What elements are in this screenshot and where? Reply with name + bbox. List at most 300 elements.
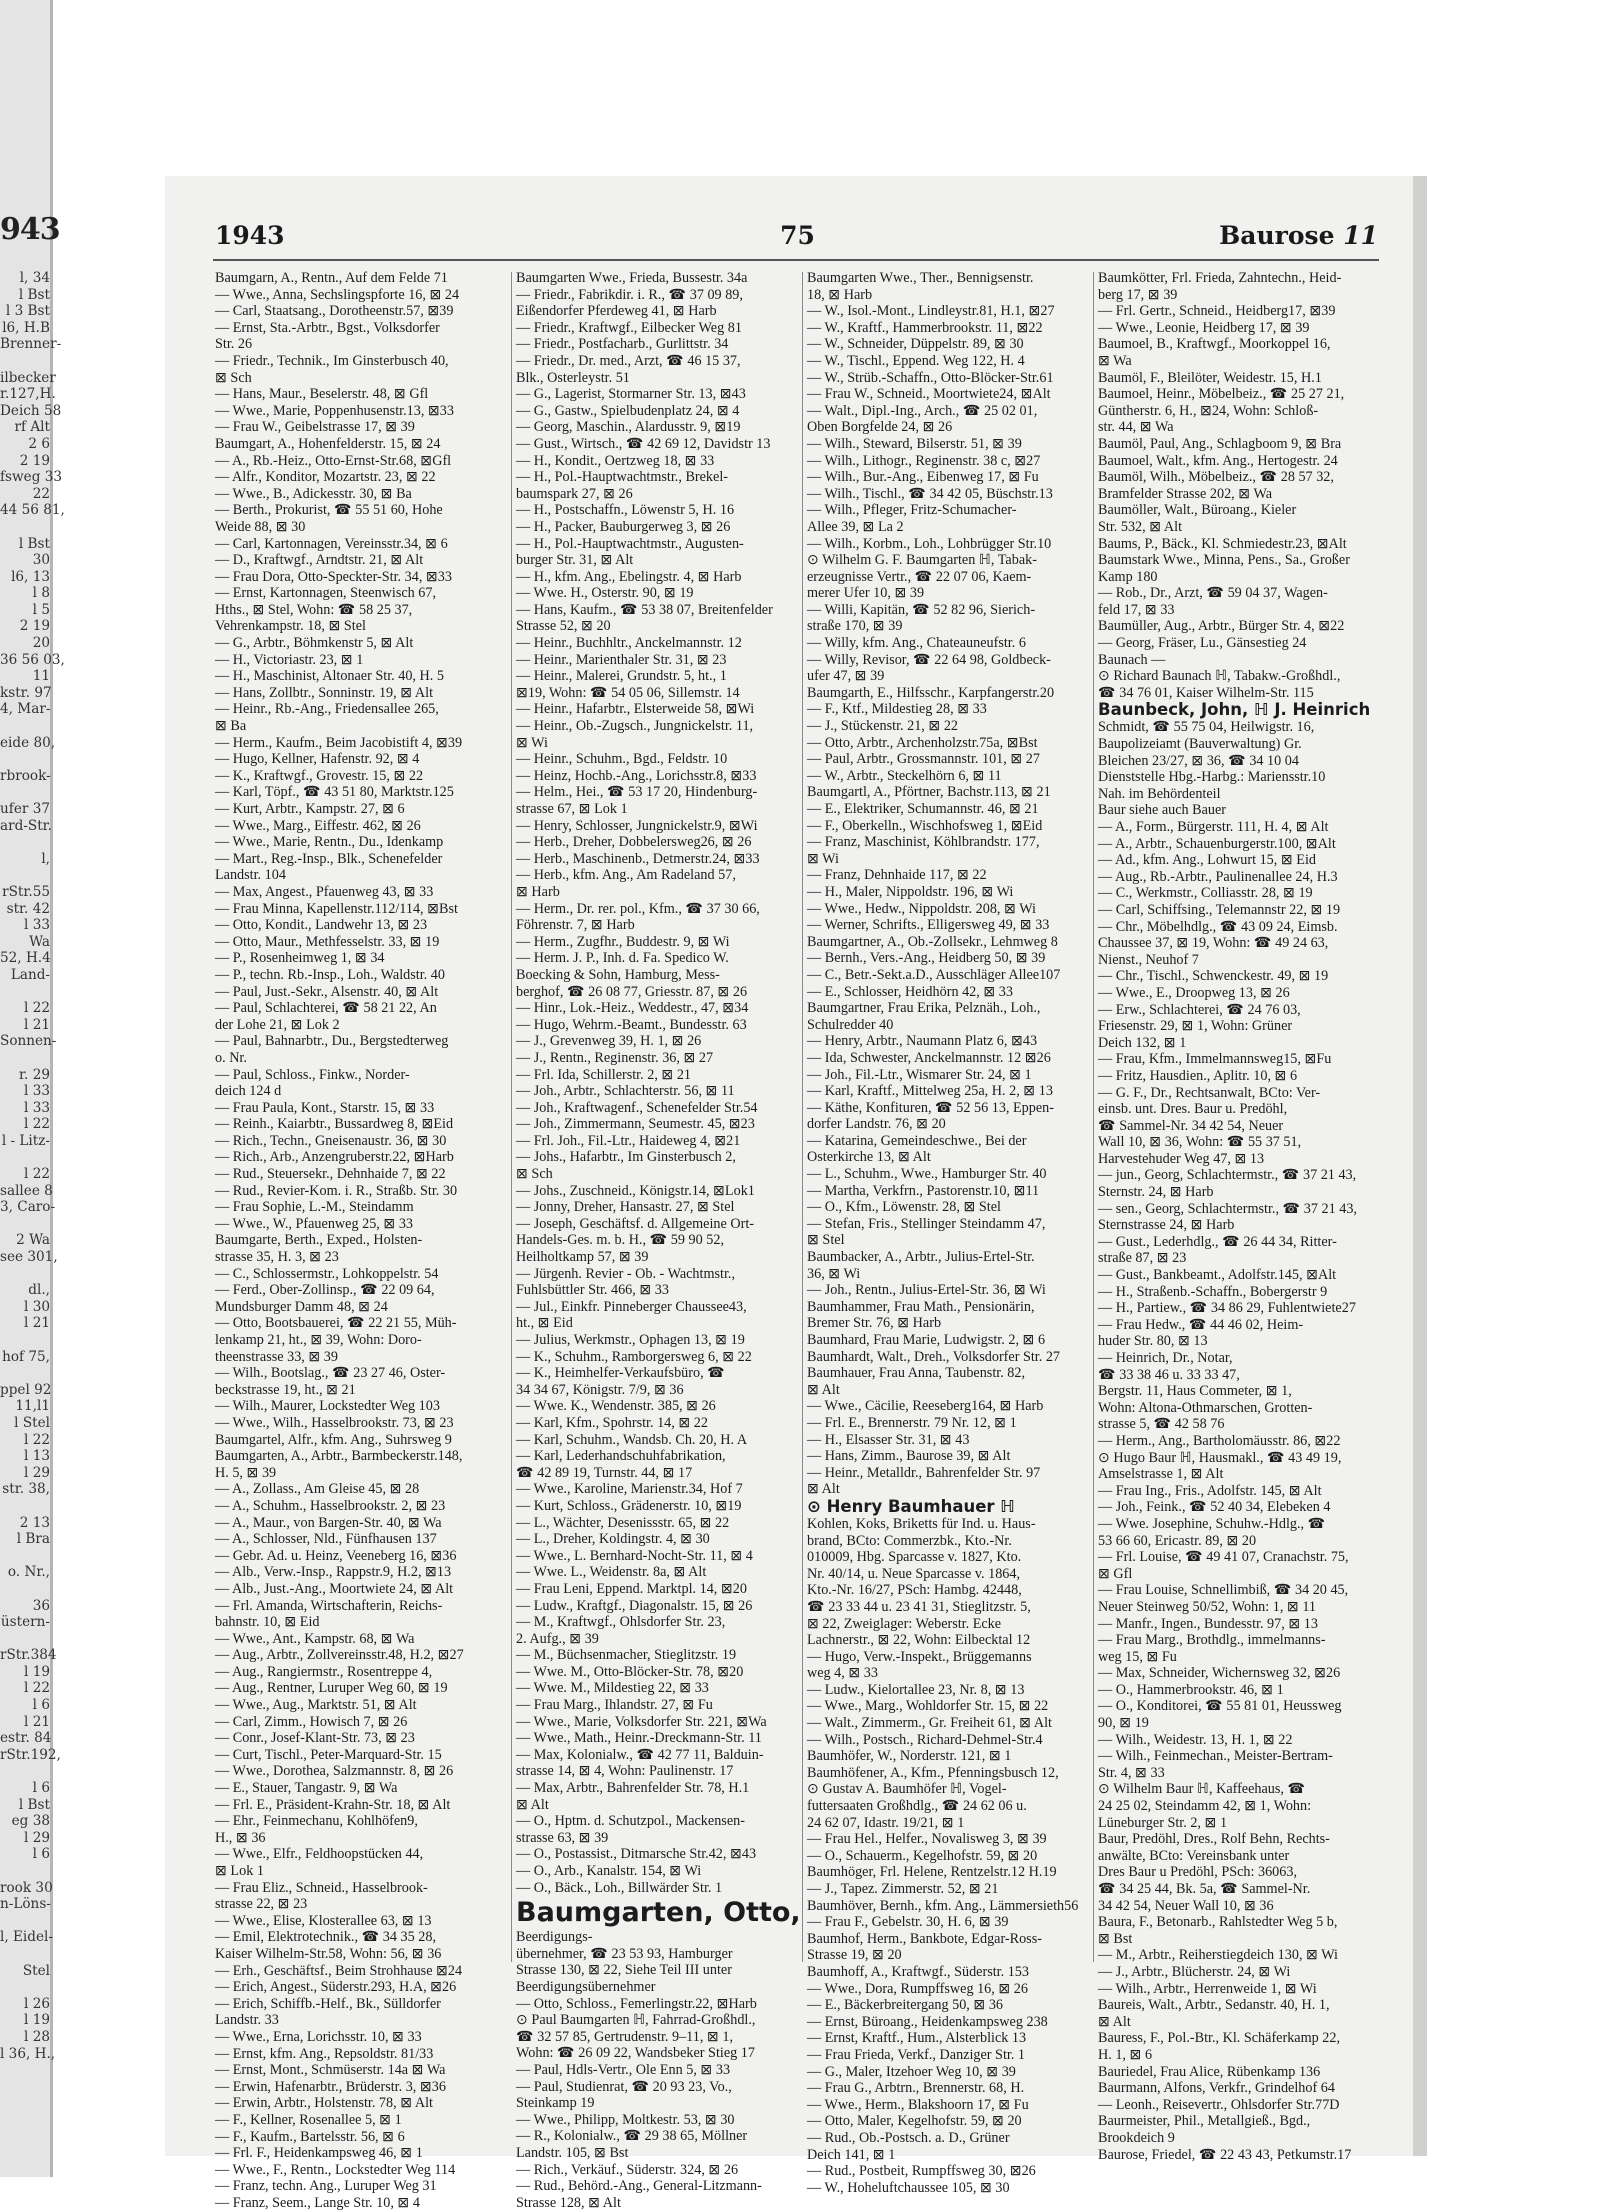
directory-entry-line: — J., Grevenweg 39, H. 1, ⊠ 26 xyxy=(516,1033,702,1050)
directory-entry-line: Schulredder 40 xyxy=(807,1016,894,1033)
directory-entry-line: — O., Hptm. d. Schutzpol., Mackensen- xyxy=(516,1813,745,1830)
directory-entry-line: — Rud., Postbeit, Rumpffsweg 30, ⊠26 xyxy=(807,2163,1036,2180)
directory-entry-line: — Friedr., Postfacharb., Gurlittstr. 34 xyxy=(516,336,729,353)
directory-entry-line: — Emil, Elektrotechnik., ☎ 34 35 28, xyxy=(215,1929,436,1946)
adjacent-page-line: l Stel xyxy=(14,1414,50,1431)
adjacent-page-line: 11,l1 xyxy=(15,1398,50,1415)
directory-entry-line: Baums, P., Bäck., Kl. Schmiedestr.23, ⊠Alt xyxy=(1098,535,1347,552)
adjacent-page-line xyxy=(0,1365,50,1382)
adjacent-page-line: 30 xyxy=(32,552,50,569)
directory-entry-line: anwälte, BCto: Vereinsbank unter xyxy=(1098,1847,1290,1864)
directory-entry-line: — Wwe., Elise, Klosterallee 63, ⊠ 13 xyxy=(215,1912,432,1929)
directory-entry-line: Neuer Steinweg 50/52, Wohn: 1, ⊠ 11 xyxy=(1098,1598,1317,1615)
adjacent-page-line: l Bst xyxy=(18,286,50,303)
directory-entry-line: — Wwe. K., Wendenstr. 385, ⊠ 26 xyxy=(516,1398,716,1415)
directory-entry-line: — Wwe., Ant., Kampstr. 68, ⊠ Wa xyxy=(215,1630,415,1647)
directory-entry-line: — Aug., Rb.-Arbtr., Paulinenallee 24, H.3 xyxy=(1098,868,1338,885)
directory-entry-line: — Herb., kfm. Ang., Am Radeland 57, xyxy=(516,867,736,884)
directory-entry-line: — K., Kraftwgf., Grovestr. 15, ⊠ 22 xyxy=(215,767,424,784)
directory-entry-line: Kamp 180 xyxy=(1098,568,1158,585)
directory-entry-line: — A., Schuhm., Hasselbrookstr. 2, ⊠ 23 xyxy=(215,1497,446,1514)
directory-entry-line: — O., Postassist., Ditmarsche Str.42, ⊠43 xyxy=(516,1846,757,1863)
adjacent-page-line: l 13 xyxy=(24,1448,50,1465)
directory-entry-line: — Joh., Feink., ☎ 52 40 34, Elebeken 4 xyxy=(1098,1499,1331,1516)
adjacent-page-line: l 36, H., xyxy=(0,2045,56,2062)
directory-entry-line: ⊠ Harb xyxy=(516,883,560,900)
directory-entry-line: str. 44, ⊠ Wa xyxy=(1098,419,1174,436)
directory-entry-line: — Wilh., Bootslag., ☎ 23 27 46, Oster- xyxy=(215,1365,446,1382)
directory-entry-line: 18, ⊠ Harb xyxy=(807,286,873,303)
directory-entry-line: o. Nr. xyxy=(215,1049,247,1066)
directory-entry-line: Baumhardt, Walt., Dreh., Volksdorfer Str. 27 xyxy=(807,1348,1061,1365)
directory-entry-line: — G., Maler, Itzehoer Weg 10, ⊠ 39 xyxy=(807,2063,1016,2080)
directory-entry-line: Lüneburger Str. 2, ⊠ 1 xyxy=(1098,1814,1228,1831)
adjacent-page-line: l 26 xyxy=(24,1995,50,2012)
directory-entry-line: Baumgartner, Frau Erika, Pelznäh., Loh., xyxy=(807,1000,1041,1017)
directory-entry-line: strasse 22, ⊠ 23 xyxy=(215,1896,308,1913)
directory-entry-line: — Henry, Schlosser, Jungnickelstr.9, ⊠Wi xyxy=(516,817,758,834)
adjacent-page-line: l 22 xyxy=(24,1680,50,1697)
directory-entry-line: Lachnerstr., ⊠ 22, Wohn: Eilbecktal 12 xyxy=(807,1632,1031,1649)
directory-entry-line: ☎ Sammel-Nr. 34 42 54, Neuer xyxy=(1098,1117,1284,1134)
directory-entry-line: Baumgarte, Berth., Exped., Holsten- xyxy=(215,1232,423,1249)
directory-entry-line: Strasse 52, ⊠ 20 xyxy=(516,618,611,635)
adjacent-page-line: fsweg 33 xyxy=(0,469,63,486)
directory-entry-line: ⊙ Richard Baunach ℍ, Tabakw.-Großhdl., xyxy=(1098,668,1341,685)
directory-entry-line: — D., Kraftwgf., Arndtstr. 21, ⊠ Alt xyxy=(215,552,424,569)
directory-entry-line: deich 124 d xyxy=(215,1083,282,1100)
directory-entry-line: — H., Packer, Bauburgerweg 3, ⊠ 26 xyxy=(516,518,731,535)
directory-entry-line: — Frl. Gertr., Schneid., Heidberg17, ⊠39 xyxy=(1098,303,1336,320)
directory-entry-line: — W., Isol.-Mont., Lindleystr.81, H.1, ⊠27 xyxy=(807,303,1055,320)
directory-entry-line: strasse 5, ☎ 42 58 76 xyxy=(1098,1416,1225,1433)
directory-entry-line: — Friedr., Technik., Im Ginsterbusch 40, xyxy=(215,352,449,369)
directory-entry-line: ☎ 33 38 46 u. 33 33 47, xyxy=(1098,1366,1240,1383)
directory-entry-line: Handels-Ges. m. b. H., ☎ 59 90 52, xyxy=(516,1232,724,1249)
directory-entry-line: Vehrenkampstr. 18, ⊠ Stel xyxy=(215,618,366,635)
directory-entry-line: — Frl. E., Präsident-Krahn-Str. 18, ⊠ Alt xyxy=(215,1796,451,1813)
adjacent-page-line xyxy=(0,834,50,851)
directory-entry-line: — Hugo, Verw.-Inspekt., Brüggemanns xyxy=(807,1648,1032,1665)
directory-entry-line: — Wwe., Aug., Marktstr. 51, ⊠ Alt xyxy=(215,1697,417,1714)
adjacent-page-line: l 21 xyxy=(24,1713,50,1730)
directory-entry-line: Dres Baur u Predöhl, PSch: 36063, xyxy=(1098,1864,1298,1881)
adjacent-page-line: l 33 xyxy=(24,917,50,934)
directory-entry-line: — Wwe., Leonie, Heidberg 17, ⊠ 39 xyxy=(1098,319,1310,336)
adjacent-page-line xyxy=(0,1050,50,1067)
directory-entry-line: — Frl. Louise, ☎ 49 41 07, Cranachstr. 75, xyxy=(1098,1549,1349,1566)
directory-entry-line: burger Str. 31, ⊠ Alt xyxy=(516,552,634,569)
directory-entry-line: — E., Elektriker, Schumannstr. 46, ⊠ 21 xyxy=(807,801,1039,817)
directory-entry-line: Friesenstr. 29, ⊠ 1, Wohn: Grüner xyxy=(1098,1018,1293,1035)
directory-entry-line: Sternstr. 24, ⊠ Harb xyxy=(1098,1184,1214,1201)
directory-entry-line: — Kurt, Arbtr., Kampstr. 27, ⊠ 6 xyxy=(215,801,405,817)
directory-entry-line: Allee 39, ⊠ La 2 xyxy=(807,518,904,535)
directory-entry-line: — Willy, Revisor, ☎ 22 64 98, Goldbeck- xyxy=(807,651,1051,668)
directory-entry-line: Amselstrasse 1, ⊠ Alt xyxy=(1098,1466,1224,1483)
adjacent-page-line: l 29 xyxy=(24,1829,50,1846)
directory-entry-line: — Ida, Schwester, Anckelmannstr. 12 ⊠26 xyxy=(807,1049,1051,1066)
directory-entry-line: — Heinr., Buchhltr., Anckelmannstr. 12 xyxy=(516,635,742,652)
directory-entry-line: 36, ⊠ Wi xyxy=(807,1265,861,1282)
directory-entry-line: — Max, Angest., Pfauenweg 43, ⊠ 33 xyxy=(215,883,434,900)
directory-entry-line: — Wilh., Arbtr., Herrenweide 1, ⊠ Wi xyxy=(1098,1980,1317,1997)
directory-entry-line: — Heinr., Marienthaler Str. 31, ⊠ 23 xyxy=(516,651,727,668)
header-rule xyxy=(213,259,1379,261)
directory-entry-line: — Gust., Lederhdlg., ☎ 26 44 34, Ritter- xyxy=(1098,1233,1337,1250)
adjacent-page-line: r. 29 xyxy=(19,1066,50,1083)
directory-entry-line: — P., techn. Rb.-Insp., Loh., Waldstr. 40 xyxy=(215,966,445,983)
directory-entry-line: — W., Kraftf., Hammerbrookstr. 11, ⊠22 xyxy=(807,319,1043,336)
directory-entry-line: ht., ⊠ Eid xyxy=(516,1315,573,1332)
directory-entry-line: — Otto, Maur., Methfesselstr. 33, ⊠ 19 xyxy=(215,933,440,950)
directory-entry-line: — Wwe. M., Otto-Blöcker-Str. 78, ⊠20 xyxy=(516,1663,744,1680)
directory-entry-line: Baumoel, Heinr., Möbelbeiz., ☎ 25 27 21, xyxy=(1098,386,1345,403)
page-header xyxy=(213,221,1382,255)
directory-entry-line: Baumgarten Wwe., Ther., Bennigsenstr. xyxy=(807,270,1034,286)
directory-entry-line: — Rud., Revier-Kom. i. R., Straßb. Str. 30 xyxy=(215,1182,458,1199)
adjacent-page-line: l 28 xyxy=(24,2028,50,2045)
directory-entry-line: — C., Schlossermstr., Lohkoppelstr. 54 xyxy=(215,1265,439,1282)
directory-entry-line: Landstr. 105, ⊠ Bst xyxy=(516,2144,629,2161)
directory-entry-line: — Wwe., L. Bernhard-Nocht-Str. 11, ⊠ 4 xyxy=(516,1547,753,1564)
adjacent-page-line: rStr.384 xyxy=(0,1647,57,1664)
directory-entry-line: ☎ 32 57 85, Gertrudenstr. 9–11, ⊠ 1, xyxy=(516,2028,733,2045)
directory-entry-line: — Paul, Schlachterei, ☎ 58 21 22, An xyxy=(215,1000,437,1017)
directory-entry-line: Baurmeister, Phil., Metallgieß., Bgd., xyxy=(1098,2113,1311,2130)
directory-entry-line: Nah. im Behördenteil xyxy=(1098,785,1221,802)
directory-entry-line: — Erw., Schlachterei, ☎ 24 76 03, xyxy=(1098,1001,1301,1018)
directory-entry-line: — C., Werkmstr., Colliasstr. 28, ⊠ 19 xyxy=(1098,885,1313,902)
directory-entry-line: — J., Stückenstr. 21, ⊠ 22 xyxy=(807,718,959,735)
directory-entry-line: — Otto, Maler, Kegelhofstr. 59, ⊠ 20 xyxy=(807,2113,1022,2130)
directory-entry-line: — Heinr., Schuhm., Bgd., Feldstr. 10 xyxy=(516,751,728,768)
directory-entry-line: Blk., Osterleystr. 51 xyxy=(516,369,630,386)
directory-entry-line: Fuhlsbüttler Str. 466, ⊠ 33 xyxy=(516,1282,669,1299)
directory-entry-line: — Frau Frieda, Verkf., Danziger Str. 1 xyxy=(807,2046,1026,2063)
directory-entry-line: Str. 4, ⊠ 33 xyxy=(1098,1764,1165,1781)
directory-entry-line: — Frl. Amanda, Wirtschafterin, Reichs- xyxy=(215,1597,443,1614)
adjacent-page-line: 2 19 xyxy=(19,452,50,469)
directory-entry-line: — Max, Kolonialw., ☎ 42 77 11, Balduin- xyxy=(516,1746,764,1763)
directory-entry-line: — Wwe., Marie, Rentn., Du., Idenkamp xyxy=(215,834,444,851)
directory-entry-line: — Erich, Schiffb.-Helf., Bk., Sülldorfer xyxy=(215,1995,441,2012)
directory-entry-line: — Wilh., Maurer, Lockstedter Weg 103 xyxy=(215,1398,440,1415)
directory-entry-line: ⊠ Sch xyxy=(516,1166,553,1183)
directory-entry-line: Baumöl, Wilh., Möbelbeiz., ☎ 28 57 32, xyxy=(1098,469,1334,486)
adjacent-page-line xyxy=(0,1763,50,1780)
directory-entry-line: — C., Betr.-Sekt.a.D., Ausschläger Allee107 xyxy=(807,966,1061,983)
directory-entry-line: — Wwe., Marie, Poppenhusenstr.13, ⊠33 xyxy=(215,402,454,419)
directory-entry-line: futtersaaten Großhdlg., ☎ 24 62 06 u. xyxy=(807,1798,1027,1815)
directory-entry-line: — Wwe. M., Mildestieg 22, ⊠ 33 xyxy=(516,1680,709,1697)
adjacent-page-line: ufer 37 xyxy=(0,801,50,817)
directory-entry-line: — Hans, Zollbtr., Sonninstr. 19, ⊠ Alt xyxy=(215,684,434,701)
directory-entry-line: — O., Hammerbrookstr. 46, ⊠ 1 xyxy=(1098,1681,1284,1698)
directory-entry-line: — Kurt, Schloss., Grädenerstr. 10, ⊠19 xyxy=(516,1497,742,1514)
directory-entry-line: — sen., Georg, Schlachtermstr., ☎ 37 21 43, xyxy=(1098,1200,1357,1217)
directory-entry-line: — K., Schuhm., Ramborgersweg 6, ⊠ 22 xyxy=(516,1348,752,1365)
directory-entry-line: — Frau Sophie, L.-M., Steindamm xyxy=(215,1199,414,1216)
directory-entry-line: — Frau Marg., Brothdlg., immelmanns- xyxy=(1098,1632,1326,1649)
directory-entry-line: — Mart., Reg.-Insp., Blk., Schenefelder xyxy=(215,850,443,867)
directory-entry-line: — Otto, Bootsbauerei, ☎ 22 21 55, Müh- xyxy=(215,1315,457,1332)
directory-entry-line: — Wwe., Hedw., Nippoldstr. 208, ⊠ Wi xyxy=(807,900,1036,917)
directory-entry-line: Baumhöfener, A., Kfm., Pfenningsbusch 12, xyxy=(807,1764,1059,1781)
directory-entry-line: — Ernst, Mont., Schmüserstr. 14a ⊠ Wa xyxy=(215,2062,446,2079)
directory-entry-line: — Hans, Zimm., Baurose 39, ⊠ Alt xyxy=(807,1448,1011,1465)
directory-entry-line: — Rud., Ob.-Postsch. a. D., Grüner xyxy=(807,2129,1010,2146)
directory-entry-line: — Ernst, kfm. Ang., Repsoldstr. 81/33 xyxy=(215,2045,434,2062)
directory-entry-line: Beerdigungs- xyxy=(516,1929,593,1946)
adjacent-page-line xyxy=(0,1863,50,1880)
running-head-suffix: 11 xyxy=(1343,221,1378,250)
directory-entry-line: — Wilh., Weidestr. 13, H. 1, ⊠ 22 xyxy=(1098,1731,1293,1748)
directory-entry-line: — H., kfm. Ang., Ebelingstr. 4, ⊠ Harb xyxy=(516,568,742,585)
directory-entry-line: einsb. unt. Dres. Baur u. Predöhl, xyxy=(1098,1101,1288,1118)
directory-entry-line: — Hugo, Wehrm.-Beamt., Bundesstr. 63 xyxy=(516,1016,747,1033)
directory-entry-line: Baumgartl, A., Pförtner, Bachstr.113, ⊠ 21 xyxy=(807,784,1051,801)
directory-entry-line: — Wilh., Lithogr., Reginenstr. 38 c, ⊠27 xyxy=(807,452,1041,469)
directory-entry-line: — Werner, Schrifts., Elligersweg 49, ⊠ 33 xyxy=(807,917,1050,934)
directory-entry-line: — Wwe., Anna, Sechslingspforte 16, ⊠ 24 xyxy=(215,286,460,303)
directory-entry-line: — Heinr., Rb.-Ang., Friedensallee 265, xyxy=(215,701,439,718)
directory-entry-line: — Wwe. H., Osterstr. 90, ⊠ 19 xyxy=(516,585,694,602)
directory-entry-line: Nienst., Neuhof 7 xyxy=(1098,951,1199,968)
directory-entry-line: — Carl, Schiffsing., Telemannstr 22, ⊠ 19 xyxy=(1098,901,1341,918)
adjacent-page-line: Land- xyxy=(10,966,50,983)
directory-entry-line: ⊠ Bst xyxy=(1098,1930,1133,1947)
directory-entry-line: — Frau W., Geibelstrasse 17, ⊠ 39 xyxy=(215,419,415,436)
directory-entry-line: Baurmann, Alfons, Verkfr., Grindelhof 64 xyxy=(1098,2080,1335,2097)
adjacent-page-line: l 3 Bst xyxy=(5,303,50,320)
directory-entry-line: Bauriedel, Frau Alice, Rübenkamp 136 xyxy=(1098,2063,1321,2080)
directory-entry-line: — Walt., Zimmerm., Gr. Freiheit 61, ⊠ Alt xyxy=(807,1715,1052,1732)
directory-entry-line: — Franz, techn. Ang., Luruper Weg 31 xyxy=(215,2178,437,2195)
directory-entry-line: lenkamp 21, ht., ⊠ 39, Wohn: Doro- xyxy=(215,1332,422,1348)
adjacent-page-line: l, 34 xyxy=(19,270,50,286)
directory-entry-line: — Franz, Dehnhaide 117, ⊠ 22 xyxy=(807,867,987,884)
adjacent-page-line: l 30 xyxy=(24,1298,50,1315)
adjacent-page-line: l 22 xyxy=(24,1000,50,1017)
directory-entry-line: straße 87, ⊠ 23 xyxy=(1098,1250,1187,1267)
adjacent-page-line: l Bst xyxy=(18,535,50,552)
directory-entry-line: — O., Kfm., Löwenstr. 28, ⊠ Stel xyxy=(807,1199,1001,1216)
directory-entry-line: ⊠ Wi xyxy=(807,850,839,867)
directory-entry-line: — Ehr., Feinmechanu, Kohlhöfen9, xyxy=(215,1813,418,1830)
directory-entry-line: — Karl, Lederhandschuhfabrikation, xyxy=(516,1448,726,1465)
directory-entry-line: Baumhöfer, W., Norderstr. 121, ⊠ 1 xyxy=(807,1748,1012,1765)
directory-entry-line: — Berth., Prokurist, ☎ 55 51 60, Hohe xyxy=(215,502,443,519)
directory-entry-line: Sternstrasse 24, ⊠ Harb xyxy=(1098,1217,1235,1234)
adjacent-page-line: sallee 8 xyxy=(0,1182,53,1199)
directory-entry-line: Bergstr. 11, Haus Commeter, ⊠ 1, xyxy=(1098,1383,1292,1400)
directory-entry-line: — Gebr. Ad. u. Heinz, Veeneberg 16, ⊠36 xyxy=(215,1547,457,1564)
directory-entry-line: weg 4, ⊠ 33 xyxy=(807,1665,878,1682)
directory-entry-line: — Paul, Studienrat, ☎ 20 93 23, Vo., xyxy=(516,2078,732,2095)
adjacent-page-line: l 22 xyxy=(24,1431,50,1448)
directory-entry-line: strasse 63, ⊠ 39 xyxy=(516,1829,609,1846)
directory-entry-line: Strasse 128, ⊠ Alt xyxy=(516,2194,621,2211)
directory-entry-line: — Johs., Hafarbtr., Im Ginsterbusch 2, xyxy=(516,1149,736,1166)
directory-entry-line: — Wwe., Wilh., Hasselbrookstr. 73, ⊠ 23 xyxy=(215,1414,454,1431)
directory-entry-line: Deich 132, ⊠ 1 xyxy=(1098,1034,1187,1051)
adjacent-page-line xyxy=(0,353,50,370)
directory-entry-line: — Alb., Just.-Ang., Moortwiete 24, ⊠ Alt xyxy=(215,1580,454,1597)
directory-entry-line: Baumhauer, Frau Anna, Taubenstr. 82, xyxy=(807,1365,1026,1382)
directory-entry-line: — L., Wächter, Desenissstr. 65, ⊠ 22 xyxy=(516,1514,730,1531)
directory-entry-line: Baumhoff, A., Kraftwgf., Süderstr. 153 xyxy=(807,1963,1029,1980)
directory-entry-line: — Wilh., Postsch., Richard-Dehmel-Str.4 xyxy=(807,1731,1043,1748)
directory-ad-heading: Baumgarten, Otto, xyxy=(516,1897,801,1929)
directory-entry-line: — Heinr., Ob.-Zugsch., Jungnickelstr. 11, xyxy=(516,718,754,735)
directory-entry-line: — Wwe., E., Droopweg 13, ⊠ 26 xyxy=(1098,984,1290,1001)
directory-entry-line: — J., Rentn., Reginenstr. 36, ⊠ 27 xyxy=(516,1049,714,1066)
directory-entry-line: — Joh., Zimmermann, Seumestr. 45, ⊠23 xyxy=(516,1116,755,1133)
directory-column-4 xyxy=(1098,270,1385,2163)
directory-entry-line: — Frl. Joh., Fil.-Ltr., Haideweg 4, ⊠21 xyxy=(516,1132,741,1149)
directory-entry-line: — Fritz, Hausdien., Aplitr. 10, ⊠ 6 xyxy=(1098,1067,1298,1084)
directory-entry-line: — Hans, Maur., Beselerstr. 48, ⊠ Gfl xyxy=(215,386,429,403)
directory-entry-line: — H., Straßenb.-Schaffn., Bobergerstr 9 xyxy=(1098,1283,1328,1300)
header-year: 1943 xyxy=(215,221,285,250)
directory-entry-line: — Wwe., Marg., Wohldorfer Str. 15, ⊠ 22 xyxy=(807,1698,1049,1715)
directory-entry-line: — Wwe., Dorothea, Salzmannstr. 8, ⊠ 26 xyxy=(215,1763,454,1780)
directory-entry-line: — Walt., Dipl.-Ing., Arch., ☎ 25 02 01, xyxy=(807,402,1038,419)
adjacent-page-line: dl., xyxy=(28,1282,50,1299)
directory-entry-line: — M., Büchsenmacher, Stieglitzstr. 19 xyxy=(516,1647,737,1664)
adjacent-page-line: l, xyxy=(41,850,50,867)
adjacent-page-line: hof 75, xyxy=(2,1348,50,1365)
adjacent-page-line: str. 38, xyxy=(2,1481,50,1498)
directory-entry-line: strasse 14, ⊠ 4, Wohn: Paulinenstr. 17 xyxy=(516,1763,734,1780)
directory-entry-line: — Karl, Schuhm., Wandsb. Ch. 20, H. A xyxy=(516,1431,748,1448)
adjacent-page-line: l 33 xyxy=(24,1099,50,1116)
adjacent-page-line: l 29 xyxy=(24,1464,50,1481)
directory-entry-line: ⊙ Paul Baumgarten ℍ, Fahrrad-Großhdl., xyxy=(516,2012,756,2029)
directory-column-3 xyxy=(807,270,1094,2196)
directory-entry-line: Strasse 130, ⊠ 22, Siehe Teil III unter xyxy=(516,1962,732,1979)
adjacent-page-line xyxy=(0,1548,50,1565)
adjacent-page-line: l 6 xyxy=(32,1780,50,1797)
directory-entry-line: — Wwe., B., Adickesstr. 30, ⊠ Ba xyxy=(215,485,412,502)
directory-entry-line: — Herm., Ang., Bartholomäusstr. 86, ⊠22 xyxy=(1098,1432,1341,1449)
directory-entry-line: dorfer Landstr. 76, ⊠ 20 xyxy=(807,1116,946,1133)
adjacent-page-line xyxy=(0,1581,50,1598)
adjacent-page-text xyxy=(0,270,65,2062)
directory-entry-line: — Karl, Kraftf., Mittelweg 25a, H. 2, ⊠ 13 xyxy=(807,1083,1053,1100)
directory-entry-line: 53 66 60, Ericastr. 89, ⊠ 20 xyxy=(1098,1532,1257,1549)
adjacent-page-line: str. 42 xyxy=(6,900,50,917)
directory-entry-line: — Carl, Zimm., Howisch 7, ⊠ 26 xyxy=(215,1713,408,1730)
directory-entry-line: ⊠ Stel xyxy=(807,1232,845,1249)
directory-entry-line: baumspark 27, ⊠ 26 xyxy=(516,485,633,502)
directory-entry-line: feld 17, ⊠ 33 xyxy=(1098,601,1175,618)
directory-entry-line: — Aug., Rentner, Luruper Weg 60, ⊠ 19 xyxy=(215,1680,448,1697)
adjacent-page-line: l 21 xyxy=(24,1016,50,1033)
directory-entry-line: huder Str. 80, ⊠ 13 xyxy=(1098,1333,1208,1350)
directory-entry-line: — Ernst, Büroang., Heidenkampsweg 238 xyxy=(807,2013,1048,2030)
directory-entry-line: — Frau Marg., Ihlandstr. 27, ⊠ Fu xyxy=(516,1697,713,1714)
directory-entry-line: strasse 35, H. 3, ⊠ 23 xyxy=(215,1249,339,1266)
directory-entry-line: — Georg, Fräser, Lu., Gänsestieg 24 xyxy=(1098,635,1307,652)
adjacent-page-line: üstern- xyxy=(0,1614,50,1631)
adjacent-page-line xyxy=(0,751,50,768)
directory-entry-line: — Paul, Schloss., Finkw., Norder- xyxy=(215,1066,410,1083)
directory-entry-line: — Joh., Fil.-Ltr., Wismarer Str. 24, ⊠ 1 xyxy=(807,1066,1032,1083)
directory-entry-line: — Aug., Arbtr., Zollvereinsstr.48, H.2, ⊠27 xyxy=(215,1647,464,1664)
directory-entry-line: — F., Ktf., Mildestieg 28, ⊠ 33 xyxy=(807,701,987,718)
directory-entry-line: Baumgarten, A., Arbtr., Barmbeckerstr.148, xyxy=(215,1448,463,1465)
directory-entry-line: — Paul, Just.-Sekr., Alsenstr. 40, ⊠ Alt xyxy=(215,983,439,1000)
directory-entry-line: — O., Arb., Kanalstr. 154, ⊠ Wi xyxy=(516,1863,702,1879)
adjacent-page-line: 3, Caro- xyxy=(0,1199,56,1216)
directory-entry-line: — Willy, kfm. Ang., Chateauneufstr. 6 xyxy=(807,635,1026,652)
directory-entry-line: — H., Victoriastr. 23, ⊠ 1 xyxy=(215,651,364,668)
directory-entry-line: Wohn: ☎ 26 09 22, Wandsbeker Stieg 17 xyxy=(516,2045,755,2062)
directory-entry-line: berghof, ☎ 26 08 77, Griesstr. 87, ⊠ 26 xyxy=(516,983,748,1000)
adjacent-page-line: l 19 xyxy=(24,2012,50,2029)
directory-entry-line: — G., Lagerist, Stormarner Str. 13, ⊠43 xyxy=(516,386,746,403)
directory-entry-line: Baumbacker, A., Arbtr., Julius-Ertel-Str. xyxy=(807,1249,1035,1266)
directory-entry-line: ⊙ Wilhelm Baur ℍ, Kaffeehaus, ☎ xyxy=(1098,1781,1306,1798)
directory-entry-line: — Rud., Steuersekr., Dehnhaide 7, ⊠ 22 xyxy=(215,1166,446,1183)
directory-entry-line: Harvestehuder Weg 47, ⊠ 13 xyxy=(1098,1150,1265,1167)
running-head-word: Baurose xyxy=(1219,221,1335,250)
adjacent-page-line: 44 56 81, xyxy=(0,502,65,519)
directory-entry-line: — Wilh., Steward, Bilserstr. 51, ⊠ 39 xyxy=(807,435,1022,452)
directory-entry-line: — Herm., Zugfhr., Buddestr. 9, ⊠ Wi xyxy=(516,933,730,950)
directory-entry-line: — Wwe., Cäcilie, Reeseberg164, ⊠ Harb xyxy=(807,1398,1044,1415)
directory-entry-line: Baura, F., Betonarb., Rahlstedter Weg 5 b, xyxy=(1098,1914,1338,1931)
adjacent-page-line: rStr.192, xyxy=(0,1746,61,1763)
directory-entry-line: — Wwe., Dora, Rumpffsweg 16, ⊠ 26 xyxy=(807,1980,1028,1997)
directory-entry-line: — F., Kaufm., Bartelsstr. 56, ⊠ 6 xyxy=(215,2128,405,2145)
column-divider xyxy=(511,272,512,1962)
directory-entry-line: Wall 10, ⊠ 36, Wohn: ☎ 55 37 51, xyxy=(1098,1134,1302,1151)
directory-entry-line: ⊠ Lok 1 xyxy=(215,1863,264,1879)
directory-entry-line: ☎ 34 25 44, Bk. 5a, ☎ Sammel-Nr. xyxy=(1098,1881,1311,1897)
directory-entry-line: — Wwe., Karoline, Marienstr.34, Hof 7 xyxy=(516,1481,743,1498)
directory-entry-line: — Katarina, Gemeindeschwe., Bei der xyxy=(807,1132,1027,1149)
page-number: 75 xyxy=(780,221,815,250)
directory-entry-line: — Rud., Behörd.-Ang., General-Litzmann- xyxy=(516,2178,762,2195)
directory-entry-line: ⊠ Alt xyxy=(807,1481,840,1498)
directory-entry-line: — Ferd., Ober-Zollinsp., ☎ 22 09 64, xyxy=(215,1282,435,1299)
directory-entry-line: — Frau Eliz., Schneid., Hasselbrook- xyxy=(215,1879,428,1896)
directory-entry-line: — Joh., Rentn., Julius-Ertel-Str. 36, ⊠ Wi xyxy=(807,1282,1046,1299)
directory-entry-line: Str. 26 xyxy=(215,336,253,353)
directory-entry-line: — Frau Louise, Schnellimbiß, ☎ 34 20 45, xyxy=(1098,1582,1349,1599)
directory-entry-line: Baumöl, F., Bleilöter, Weidestr. 15, H.1 xyxy=(1098,369,1322,386)
directory-entry-line: — Frau Dora, Otto-Speckter-Str. 34, ⊠33 xyxy=(215,568,452,585)
directory-entry-line: — K., Heimhelfer-Verkaufsbüro, ☎ xyxy=(516,1365,725,1382)
directory-entry-line: — Joseph, Geschäftsf. d. Allgemeine Ort- xyxy=(516,1215,754,1232)
directory-entry-line: — Jul., Einkfr. Pinneberger Chaussee43, xyxy=(516,1298,747,1315)
directory-entry-line: — Franz, Maschinist, Köhlbrandstr. 177, xyxy=(807,834,1040,851)
directory-entry-line: — Frl. F., Heidenkampsweg 46, ⊠ 1 xyxy=(215,2145,423,2162)
directory-entry-line: der Lohe 21, ⊠ Lok 2 xyxy=(215,1016,340,1033)
directory-entry-line: — Frau Leni, Eppend. Marktpl. 14, ⊠20 xyxy=(516,1580,747,1597)
directory-entry-line: — M., Arbtr., Reiherstiegdeich 130, ⊠ Wi xyxy=(1098,1947,1338,1964)
directory-entry-line: — Rich., Verkäuf., Süderstr. 324, ⊠ 26 xyxy=(516,2161,739,2178)
adjacent-page-line: 11 xyxy=(32,668,50,685)
directory-entry-line: — A., Zollass., Am Gleise 45, ⊠ 28 xyxy=(215,1481,420,1498)
directory-entry-line: Bleichen 23/27, ⊠ 36, ☎ 34 10 04 xyxy=(1098,752,1299,769)
directory-entry-line: ☎ 42 89 19, Turnstr. 44, ⊠ 17 xyxy=(516,1464,693,1481)
directory-entry-line: Baumgarth, E., Hilfsschr., Karpfangerstr.20 xyxy=(807,684,1055,701)
directory-entry-line: — Herb., Maschinenb., Detmerstr.24, ⊠33 xyxy=(516,850,760,867)
